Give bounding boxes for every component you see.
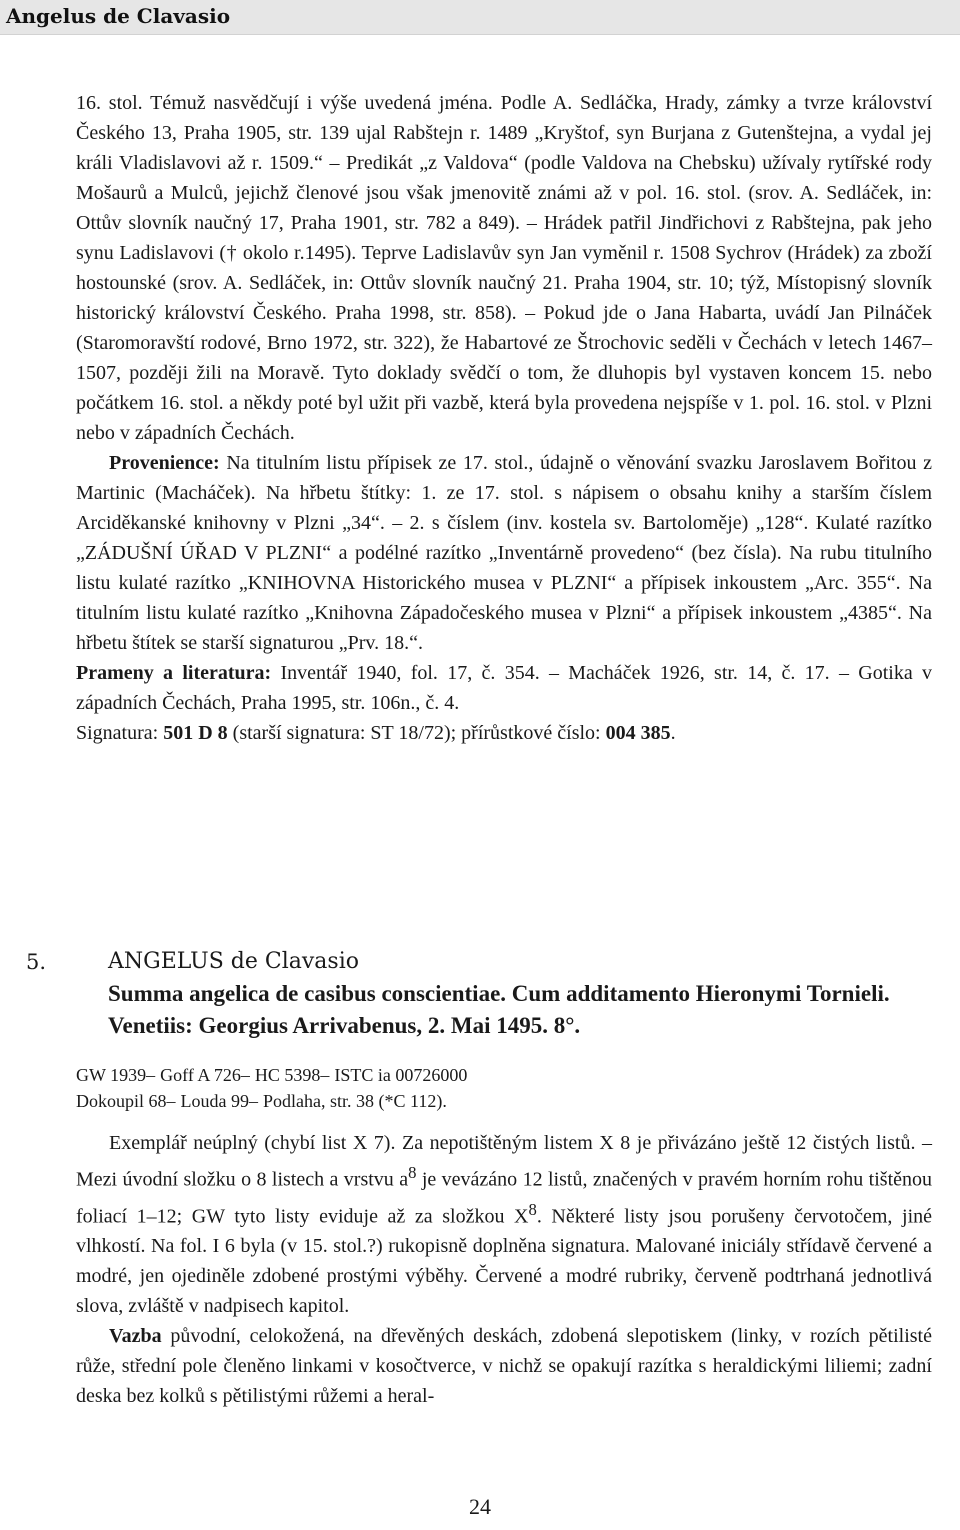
description-paragraph: 16. stol. Témuž nasvědčují i výše uvedená jména. Podle A. Sedláčka, Hrady, zámky a tvrze království Českého 13, Praha 1905, str. 139 ujal Rabštejn r. 1489 „Kryštof, syn Burjana z Gutenštejna, a vydal jej králi Vladislavovi až r. 1509.“ – Predikát „z Valdova“ (podle Valdova na Chebsku) užívaly rytířské rody Mošaurů a Mulců, jejichž členové jsou však jmenovitě známi až v pol. 16. stol. (srov. A. Sedláček, in: Ottův slovník naučný 17, Praha 1901, str. 782 a 849). – Hrádek patřil Jindřichovi z Rabštejna, pak jeho synu Ladislavovi († okolo r.1495). Teprve Ladislavův syn Jan vyměnil r. 1508 Sychrov (Hrádek) za zboží hostounské (srov. A. Sedláček, in: Ottův slovník naučný 21. Praha 1904, str. 10; týž, Místopisný slovník historický království Českého. Praha 1998, str. 858). – Pokud jde o Jana Habarta, uvádí Jan Pilnáček (Staromoravští rodové, Brno 1972, str. 322), že Habartové ze Štrochovic seděli v Čechách v letech 1467–1507, později žili na Moravě. Tyto doklady svědčí o tom, že dluhopis byl vystaven koncem 15. nebo počátkem 16. stol. a někdy poté byl užit při vazbě, která byla provedena nejspíše v 1. pol. 16. stol. v Plzni nebo v západních Čechách. [76,92,932,444]
bibliographic-ids [76,1062,932,1114]
exemplar-sup-2: 8 [528,1199,537,1219]
previous-entry-text [76,88,932,748]
provenience-paragraph [76,448,932,658]
page-number: 24 [469,1494,491,1519]
id-podlaha: Podlaha, str. 38 (*C 112). [263,1091,447,1111]
binding-text: původní, celokožená, na dřevěných deskách, zdobená slepotiskem (linky, v rozích pětilisté růže, střední pole členěno linkami v kosočtverce, v nichž se opakují razítka s heraldickými liliemi; zadní deska bez kolků s pětilistými růžemi a heral- [76,1325,932,1408]
sources-text: Inventář 1940, fol. 17, č. 354. – Macháček 1926, str. 14, č. 17. – Gotika v západních Čechách, Praha 1995, str. 106n., č. 4. [76,662,932,714]
catalog-entry-heading [26,946,932,1042]
entry-title: Summa angelica de casibus conscientiae. Cum additamento Hieronymi Tornieli. Venetiis: Georgius Arrivabenus, 2. Mai 1495. 8°. [108,981,890,1038]
id-istc: ISTC ia 00726000 [334,1065,468,1085]
entry-number: 5. [26,950,47,974]
exemplar-text-3: . Některé listy jsou porušeny červotočem, jiné vlhkostí. Na fol. I 6 byla (v 15. stol.?) rukopisně doplněna signatura. Malované iniciály střídavě červené a modré, jen ojediněle zdobené prostými výběhy. Červené a modré rubriky, červeně podtrhaná jednotlivá slova, zvláště v nadpisech kapitol. [76,1205,933,1318]
id-goff: Goff A 726 [160,1065,241,1085]
signature-middle: (starší signatura: ST 18/72); přírůstkové číslo: [227,722,606,744]
exemplar-text-2: je vevázáno 12 listů, značených v pravém horním rohu tištěnou foliací 1–12; GW tyto listy eviduje až za složkou X [76,1168,933,1228]
id-hc: HC 5398 [254,1065,321,1085]
binding-paragraph [76,1321,932,1411]
sources-paragraph [76,658,932,718]
binding-label: Vazba [109,1325,162,1348]
sources-label: Prameny a literatura: [76,662,272,684]
id-louda: Louda 99 [180,1091,249,1111]
signature-end: . [670,722,676,744]
exemplar-paragraph [76,1128,932,1321]
exemplar-sup-1: 8 [408,1163,417,1182]
signature-label: Signatura: [76,722,164,744]
id-dokoupil: Dokoupil 68 [76,1091,167,1111]
signature-paragraph [76,718,932,748]
provenience-text: Na titulním listu přípisek ze 17. stol., údajně o věnování svazku Jaroslavem Bořitou z Martinic (Macháček). Na hřbetu štítky: 1. ze 17. stol. s nápisem o obsahu knihy a starším číslem Arciděkanské knihovny v Plzni „34“. – 2. s číslem (inv. kostela sv. Bartoloměje) „128“. Kulaté razítko „ZÁDUŠNÍ ÚŘAD V PLZNI“ a podélné razítko „Inventárně provedeno“ (bez čísla). Na rubu titulního listu kulaté razítko „KNIHOVNA Historického musea v PLZNI“ a přípisek inkoustem „Arc. 355“. Na titulním listu kulaté razítko „Knihovna Západočeského musea v Plzni“ a přípisek inkoustem „4385“. Na hřbetu štítek se starší signaturou „Prv. 18.“. [76,452,932,654]
ids-line-2: Dokoupil 68– Louda 99– Podlaha, str. 38 (*C 112). [76,1091,447,1111]
entry-author: ANGELUS de Clavasio [108,949,359,974]
catalog-entry-content [76,1062,932,1411]
ids-line-1: GW 1939– Goff A 726– HC 5398– ISTC ia 00726000 [76,1065,468,1085]
signature-value: 501 D 8 [163,722,228,744]
running-header-title: Angelus de Clavasio [6,4,231,28]
accession-number: 004 385 [605,722,671,744]
provenience-label: Provenience: [109,452,220,474]
exemplar-text-1: Exemplář neúplný (chybí list X 7). Za nepotištěným listem X 8 je přivázáno ještě 12 čistých listů. – Mezi úvodní složku o 8 listech a vrstvu a [76,1132,932,1191]
id-gw: GW 1939 [76,1065,147,1085]
running-header [0,0,960,35]
